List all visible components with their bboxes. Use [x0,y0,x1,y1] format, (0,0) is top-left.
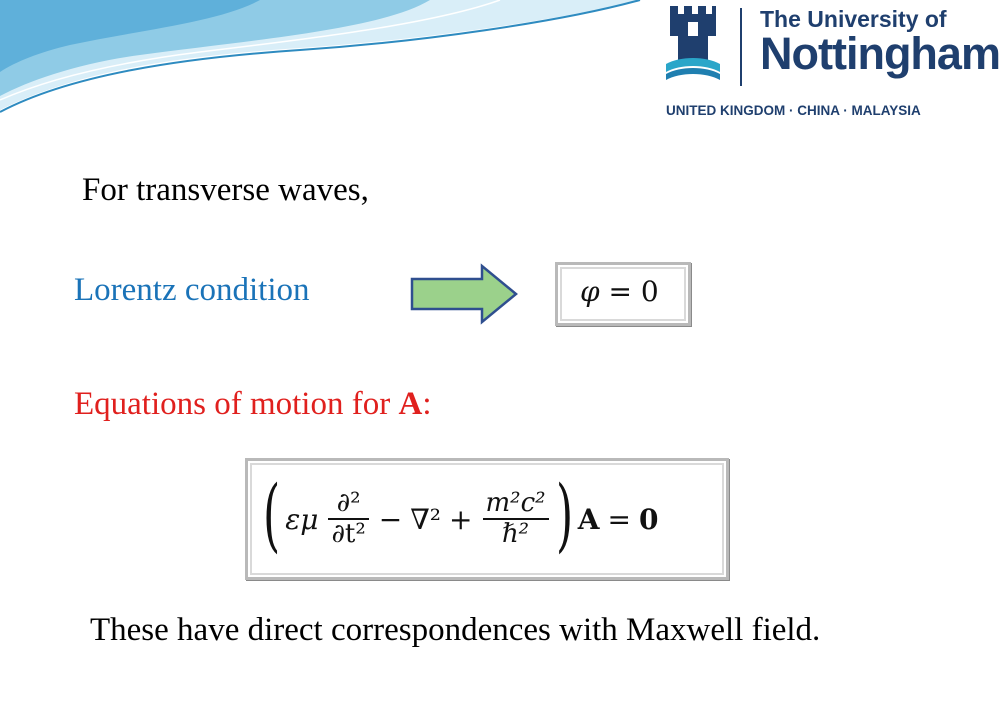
logo-university-of: The University of [760,6,947,32]
mass-term-fraction [483,489,549,548]
frac2-numerator: m²c² [485,488,546,519]
university-logo [660,0,1000,130]
right-arrow-icon [410,264,518,324]
plus-sign: + [449,502,473,536]
equations-bold-a: A [398,386,423,422]
frac1-numerator: ∂² [336,488,361,519]
equations-of-motion-label [74,386,431,423]
closing-text: These have direct correspondences with Maxwell field. [90,612,821,648]
right-paren: ) [555,468,573,561]
equation-of-motion-box [245,458,729,580]
logo-nottingham: Nottingham [760,28,1000,79]
laplacian: ∇² [410,502,442,536]
phi-equation [580,275,659,308]
epsilon-mu: εμ [285,502,319,536]
intro-text: For transverse waves, [82,172,369,208]
frac2-denominator: ℏ² [501,519,530,549]
phi-symbol: φ [580,275,600,308]
lorentz-condition-label: Lorentz condition [74,272,310,308]
left-paren: ( [263,468,281,561]
time-derivative-fraction [328,489,368,548]
vector-a: A [577,502,600,536]
equations-colon: : [422,386,432,422]
logo-locations: UNITED KINGDOM · CHINA · MALAYSIA [666,103,921,118]
logo-divider [740,8,742,86]
equation-of-motion [262,468,662,565]
equations-text: Equations of motion for [74,386,399,422]
minus-sign: − [378,502,403,536]
equals-sign: = [599,275,641,308]
eom-equals: = [607,502,631,536]
frac1-denominator: ∂t² [331,519,366,549]
zero-value: 0 [640,275,659,308]
castle-crest-icon [666,2,720,80]
phi-equation-box [555,262,691,326]
eom-zero: 0 [638,502,659,536]
